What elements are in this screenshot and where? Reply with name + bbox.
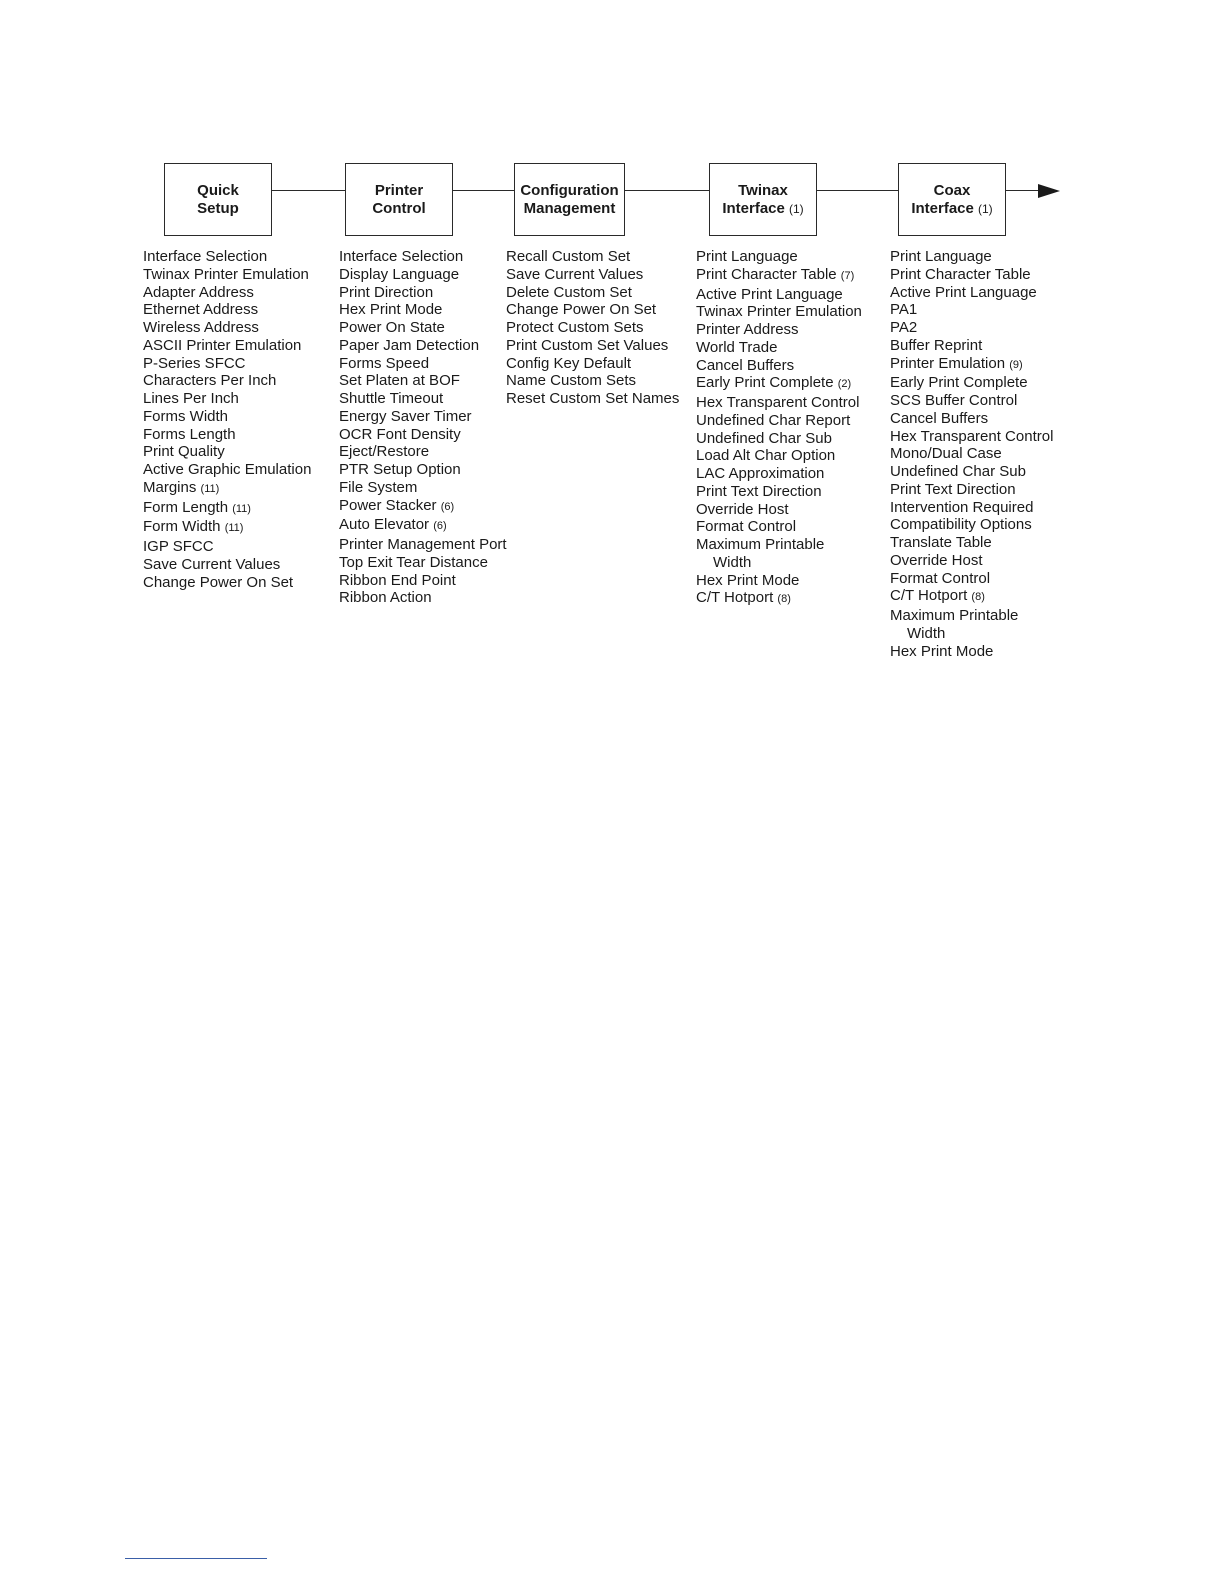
list-item-label: Early Print Complete	[696, 374, 834, 392]
list-item-label: C/T Hotport	[696, 589, 774, 607]
list-item	[696, 374, 862, 394]
list-item	[506, 301, 679, 319]
box-title-line2: Interface (1)	[911, 199, 993, 217]
list-item	[890, 355, 1053, 375]
list-item-label: Undefined Char Sub	[696, 429, 832, 447]
list-item-label: Compatibility Options	[890, 516, 1032, 534]
list-item-label: Early Print Complete	[890, 374, 1028, 392]
quick-setup-items	[143, 248, 311, 591]
box-printer-control	[345, 163, 453, 236]
list-item-label: Hex Transparent Control	[890, 427, 1054, 445]
list-item-label: Save Current Values	[143, 555, 281, 573]
menu-flow-diagram	[0, 0, 1224, 700]
list-item	[506, 266, 679, 284]
list-item-label: Forms Width	[143, 407, 229, 425]
list-item-label: OCR Font Density	[339, 425, 461, 443]
footnote-ref: (1)	[789, 201, 804, 216]
continue-arrow-icon	[1038, 184, 1060, 198]
list-item	[339, 266, 507, 284]
list-item-label: Override Host	[696, 500, 789, 518]
list-item	[696, 266, 862, 286]
list-item-label: Hex Print Mode	[890, 642, 994, 660]
list-item	[506, 337, 679, 355]
list-item-label: Hex Transparent Control	[696, 394, 860, 411]
connector-line	[271, 190, 346, 191]
list-item	[890, 516, 1053, 534]
list-item-label: Change Power On Set	[506, 301, 657, 319]
list-item	[696, 286, 862, 304]
list-item	[339, 516, 507, 536]
list-item	[339, 589, 507, 607]
list-item-label: Top Exit Tear Distance	[339, 553, 488, 571]
list-item	[143, 443, 311, 461]
footnote-ref: (11)	[224, 522, 244, 535]
list-item-label: Undefined Char Sub	[890, 463, 1026, 480]
list-item-label: Ribbon Action	[339, 589, 432, 607]
list-item	[696, 321, 862, 339]
list-item	[890, 392, 1053, 410]
box-title-line1: Coax	[933, 181, 971, 199]
list-item-label: Reset Custom Set Names	[506, 390, 680, 407]
list-item-label: Print Text Direction	[696, 482, 822, 500]
list-item-label: Load Alt Char Option	[696, 447, 836, 465]
list-item	[339, 536, 507, 554]
list-item	[890, 284, 1053, 302]
coax-interface-items	[890, 248, 1053, 660]
list-item	[339, 355, 507, 373]
list-item	[890, 499, 1053, 517]
list-item	[696, 572, 862, 590]
configuration-management-items	[506, 248, 679, 408]
list-item	[339, 479, 507, 497]
list-item-label: Lines Per Inch	[143, 390, 239, 407]
list-item	[143, 538, 311, 556]
box-title-line1: Printer	[374, 181, 424, 199]
list-item-label: Active Graphic Emulation	[143, 461, 312, 478]
list-item-label: Cancel Buffers	[890, 409, 989, 427]
list-item-label: Format Control	[890, 569, 991, 587]
list-item-label: P-Series SFCC	[143, 354, 246, 372]
list-item	[890, 552, 1053, 570]
list-item-label: Form Length	[143, 498, 229, 516]
list-item	[339, 301, 507, 319]
list-item	[890, 643, 1053, 661]
list-item-label: Power On State	[339, 319, 445, 336]
list-item	[696, 447, 862, 465]
footnote-ref: (8)	[777, 593, 791, 606]
list-item	[143, 461, 311, 479]
box-title-line1: Configuration	[520, 181, 619, 199]
printer-control-items	[339, 248, 507, 607]
list-item	[890, 266, 1053, 284]
list-item-label: Print Language	[696, 248, 798, 265]
connector-line	[816, 190, 899, 191]
box-title-line2: Management	[523, 199, 616, 217]
list-item-label: Paper Jam Detection	[339, 336, 480, 354]
list-item	[143, 426, 311, 444]
list-item	[696, 518, 862, 536]
list-item-label: World Trade	[696, 338, 778, 356]
list-item-label: Display Language	[339, 265, 460, 283]
list-item-label: Maximum Printable	[890, 607, 1019, 624]
list-item	[696, 357, 862, 375]
list-item	[890, 570, 1053, 588]
list-item	[696, 303, 862, 321]
list-item-label: Wireless Address	[143, 319, 259, 336]
list-item-label: Name Custom Sets	[506, 372, 637, 390]
list-item	[890, 607, 1053, 625]
footnote-ref: (11)	[232, 502, 251, 515]
list-item-label: Print Quality	[143, 443, 225, 461]
list-item-label: Eject/Restore	[339, 443, 430, 461]
list-item	[890, 625, 1053, 643]
list-item	[890, 445, 1053, 463]
list-item-label: Ethernet Address	[143, 301, 259, 319]
list-item	[506, 248, 679, 266]
list-item	[696, 412, 862, 430]
footnote-ref: (8)	[971, 591, 985, 604]
list-item-label: Print Direction	[339, 283, 434, 301]
list-item	[339, 390, 507, 408]
list-item-label: Printer Management Port	[339, 536, 507, 553]
box-configuration-management	[514, 163, 625, 236]
list-item-label: Delete Custom Set	[506, 283, 632, 301]
list-item	[890, 534, 1053, 552]
list-item-label: ASCII Printer Emulation	[143, 336, 302, 354]
footnote-separator	[125, 1558, 267, 1559]
box-twinax-interface	[709, 163, 817, 236]
list-item	[696, 430, 862, 448]
list-item-label: Override Host	[890, 551, 983, 569]
list-item-label: Translate Table	[890, 534, 992, 551]
list-item-label: Hex Print Mode	[339, 301, 443, 319]
list-item	[696, 465, 862, 483]
connector-line	[624, 190, 710, 191]
list-item	[506, 284, 679, 302]
list-item	[890, 248, 1053, 266]
list-item-label: Printer Emulation	[890, 354, 1006, 372]
list-item-label: Print Character Table	[890, 265, 1031, 283]
box-title-line1: Quick	[197, 181, 239, 199]
list-item	[506, 319, 679, 337]
list-item	[339, 248, 507, 266]
list-item	[143, 266, 311, 284]
list-item-label: Adapter Address	[143, 283, 254, 301]
box-title-line2: Setup	[197, 199, 239, 217]
list-item	[143, 518, 311, 538]
list-item-label: Forms Speed	[339, 354, 430, 372]
list-item-label: Energy Saver Timer	[339, 407, 472, 425]
list-item-label: Width	[713, 553, 752, 571]
list-item	[143, 301, 311, 319]
list-item-label: Hex Print Mode	[696, 571, 800, 589]
list-item	[143, 337, 311, 355]
list-item	[696, 554, 862, 572]
list-item	[143, 248, 311, 266]
footnote-ref: (6)	[433, 520, 447, 533]
list-item	[890, 374, 1053, 392]
list-item	[506, 390, 679, 408]
list-item-label: File System	[339, 478, 418, 496]
list-item	[506, 355, 679, 373]
footnote-ref: (6)	[440, 500, 455, 513]
box-title-line2: Interface (1)	[722, 199, 804, 217]
list-item-label: Format Control	[696, 518, 797, 536]
list-item-label: Interface Selection	[143, 248, 268, 265]
list-item	[696, 483, 862, 501]
list-item-label: Mono/Dual Case	[890, 445, 1002, 463]
list-item-label: C/T Hotport	[890, 587, 968, 605]
box-title-line2: Control	[372, 199, 426, 217]
list-item-label: Power Stacker	[339, 496, 437, 514]
list-item-label: LAC Approximation	[696, 465, 825, 482]
list-item-label: Characters Per Inch	[143, 372, 277, 390]
list-item	[143, 284, 311, 302]
list-item-label: Maximum Printable	[696, 536, 825, 553]
list-item	[696, 248, 862, 266]
list-item	[143, 499, 311, 519]
connector-line	[1005, 190, 1040, 191]
list-item-label: Twinax Printer Emulation	[143, 265, 309, 283]
list-item	[890, 301, 1053, 319]
box-coax-interface	[898, 163, 1006, 236]
list-item	[890, 319, 1053, 337]
list-item	[339, 337, 507, 355]
list-item-label: Width	[907, 624, 946, 642]
list-item-label: PA2	[890, 319, 918, 336]
list-item	[339, 319, 507, 337]
footnote-ref: (9)	[1009, 358, 1023, 371]
list-item	[143, 556, 311, 574]
list-item	[143, 574, 311, 592]
list-item-label: IGP SFCC	[143, 538, 214, 555]
list-item-label: Buffer Reprint	[890, 336, 983, 354]
list-item-label: Print Custom Set Values	[506, 336, 669, 354]
list-item	[696, 536, 862, 554]
list-item-label: Interface Selection	[339, 248, 464, 265]
list-item-label: Margins	[143, 478, 197, 496]
list-item-label: Undefined Char Report	[696, 411, 851, 429]
list-item	[339, 284, 507, 302]
list-item-label: Forms Length	[143, 425, 236, 443]
footnote-ref: (2)	[837, 378, 852, 391]
list-item	[339, 572, 507, 590]
footnote-ref: (1)	[978, 201, 993, 216]
list-item	[890, 463, 1053, 481]
list-item-label: Active Print Language	[890, 283, 1037, 301]
connector-line	[452, 190, 515, 191]
list-item-label: Ribbon End Point	[339, 571, 456, 589]
list-item	[696, 501, 862, 519]
list-item	[890, 410, 1053, 428]
list-item-label: Auto Elevator	[339, 516, 430, 534]
list-item-label: SCS Buffer Control	[890, 392, 1018, 409]
box-quick-setup	[164, 163, 272, 236]
list-item-label: Intervention Required	[890, 498, 1034, 516]
list-item	[339, 426, 507, 444]
list-item	[339, 497, 507, 517]
list-item	[696, 339, 862, 357]
list-item	[339, 408, 507, 426]
list-item	[143, 355, 311, 373]
list-item-label: Print Character Table	[696, 265, 837, 283]
list-item-label: Print Text Direction	[890, 480, 1016, 498]
list-item-label: PTR Setup Option	[339, 461, 461, 478]
list-item-label: Print Language	[890, 248, 992, 265]
list-item	[696, 394, 862, 412]
list-item-label: Cancel Buffers	[696, 356, 795, 374]
list-item-label: Change Power On Set	[143, 573, 294, 591]
list-item-label: Recall Custom Set	[506, 248, 631, 265]
list-item	[143, 390, 311, 408]
list-item	[890, 428, 1053, 446]
list-item	[339, 554, 507, 572]
list-item	[339, 461, 507, 479]
list-item-label: Set Platen at BOF	[339, 372, 460, 390]
list-item	[890, 337, 1053, 355]
list-item	[143, 372, 311, 390]
list-item	[143, 408, 311, 426]
list-item-label: Printer Address	[696, 321, 799, 338]
twinax-interface-items	[696, 248, 862, 609]
box-title-line1: Twinax	[738, 181, 788, 199]
list-item	[890, 481, 1053, 499]
list-item	[506, 372, 679, 390]
list-item	[339, 443, 507, 461]
list-item-label: PA1	[890, 301, 918, 319]
list-item-label: Twinax Printer Emulation	[696, 303, 862, 321]
list-item-label: Form Width	[143, 518, 221, 536]
footnote-ref: (11)	[200, 482, 220, 495]
list-item	[890, 587, 1053, 607]
list-item-label: Active Print Language	[696, 285, 843, 303]
list-item-label: Shuttle Timeout	[339, 390, 444, 407]
list-item	[143, 319, 311, 337]
list-item	[696, 589, 862, 609]
list-item-label: Protect Custom Sets	[506, 319, 644, 336]
list-item-label: Save Current Values	[506, 265, 644, 283]
list-item-label: Config Key Default	[506, 354, 632, 372]
list-item	[339, 372, 507, 390]
list-item	[143, 479, 311, 499]
footnote-ref: (7)	[840, 269, 855, 282]
